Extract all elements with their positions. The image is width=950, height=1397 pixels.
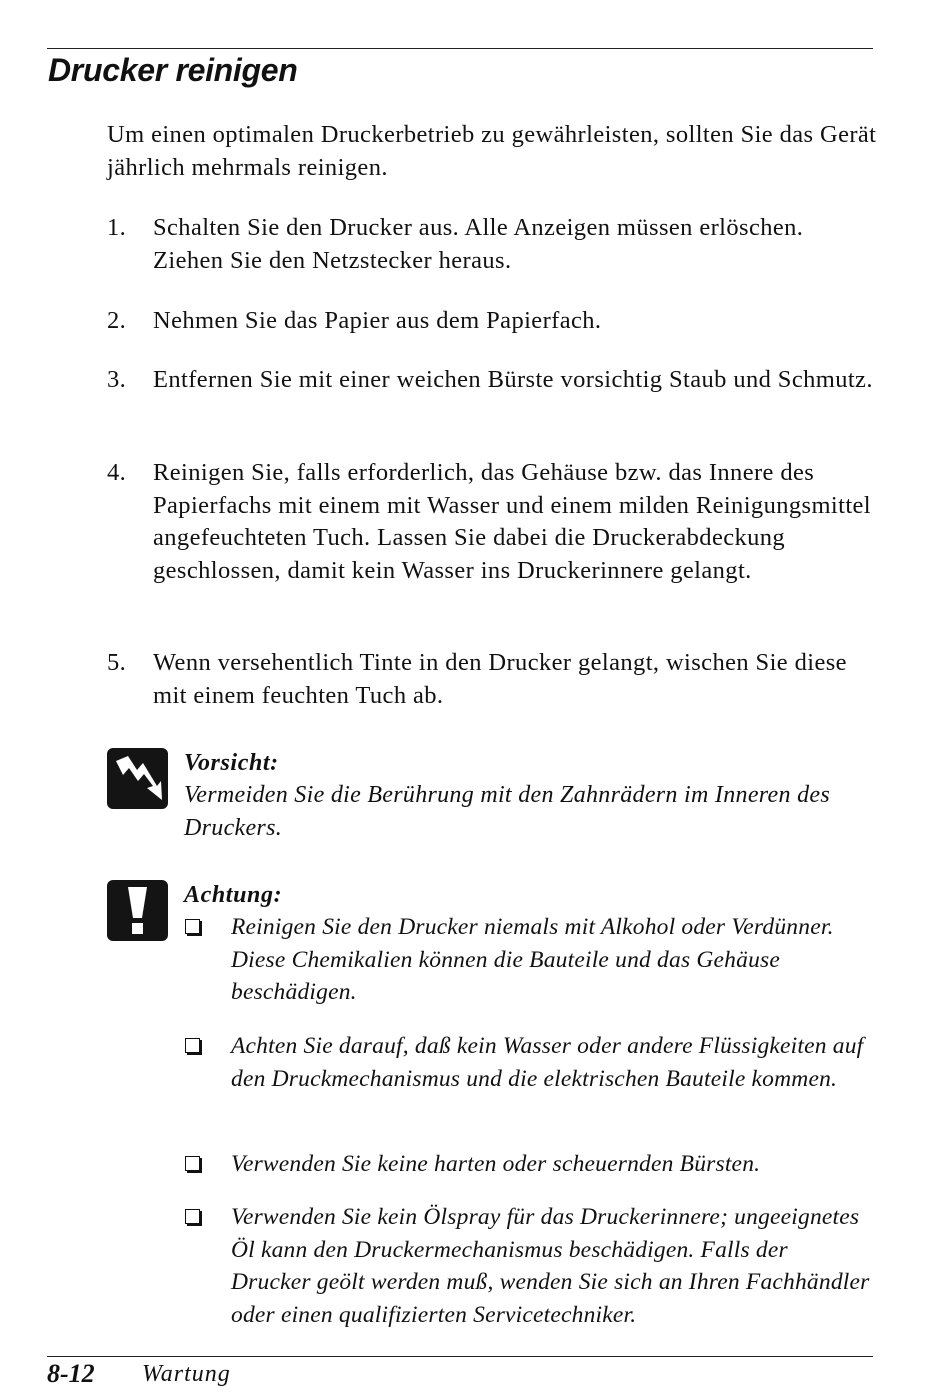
exclamation-icon — [107, 880, 168, 941]
intro-paragraph: Um einen optimalen Druckerbetrieb zu gewährleisten, sollten Sie das Gerät jährlich mehrmals reinigen. — [107, 121, 877, 181]
step-number: 3. — [107, 366, 127, 393]
attention-item-text: Achten Sie darauf, daß kein Wasser oder andere Flüssigkeiten auf den Druckmechanismus und die elektrischen Bauteile kommen. — [231, 1033, 864, 1092]
section-name: Wartung — [142, 1361, 231, 1387]
bottom-rule — [47, 1356, 873, 1357]
step-text: Nehmen Sie das Papier aus dem Papierfach. — [153, 307, 602, 334]
checkbox-bullet-icon — [185, 1209, 200, 1224]
step-number: 5. — [107, 649, 127, 676]
checkbox-bullet-icon — [185, 1156, 200, 1171]
step-text: Wenn versehentlich Tinte in den Drucker gelangt, wischen Sie diese mit einem feuchten Tuch ab. — [153, 649, 847, 709]
step-text: Entfernen Sie mit einer weichen Bürste vorsichtig Staub und Schmutz. — [153, 366, 873, 393]
checkbox-bullet-icon — [185, 919, 200, 934]
step-number: 4. — [107, 459, 127, 486]
step-text: Reinigen Sie, falls erforderlich, das Gehäuse bzw. das Innere des Papierfachs mit einem mit Wasser und einem milden Reinigungsmittel angefeuchteten Tuch. Lassen Sie dabei die Druckerabdeckung geschlossen, damit kein Wasser ins Druckerinnere gelangt. — [153, 459, 872, 584]
caution-title: Vorsicht: — [184, 750, 279, 776]
attention-title: Achtung: — [184, 882, 283, 908]
step-number: 1. — [107, 214, 127, 241]
attention-item-text: Verwenden Sie keine harten oder scheuernden Bürsten. — [231, 1151, 761, 1177]
caution-text: Vermeiden Sie die Berührung mit den Zahnrädern im Inneren des Druckers. — [184, 782, 830, 841]
checkbox-bullet-icon — [185, 1038, 200, 1053]
lightning-warning-icon — [107, 748, 168, 809]
page-heading: Drucker reinigen — [48, 52, 298, 88]
attention-item-text: Verwenden Sie kein Ölspray für das Druckerinnere; ungeeignetes Öl kann den Druckermechanismus beschädigen. Falls der Drucker geölt werden muß, wenden Sie sich an Ihren Fachhändler oder einen qualifizierten Servicetechniker. — [231, 1204, 870, 1328]
step-text: Schalten Sie den Drucker aus. Alle Anzeigen müssen erlöschen. Ziehen Sie den Netzstecker heraus. — [153, 214, 804, 274]
top-rule — [47, 48, 873, 49]
attention-item-text: Reinigen Sie den Drucker niemals mit Alkohol oder Verdünner. Diese Chemikalien können die Bauteile und das Gehäuse beschädigen. — [231, 914, 834, 1005]
page-number: 8-12 — [47, 1359, 95, 1388]
step-number: 2. — [107, 307, 127, 334]
